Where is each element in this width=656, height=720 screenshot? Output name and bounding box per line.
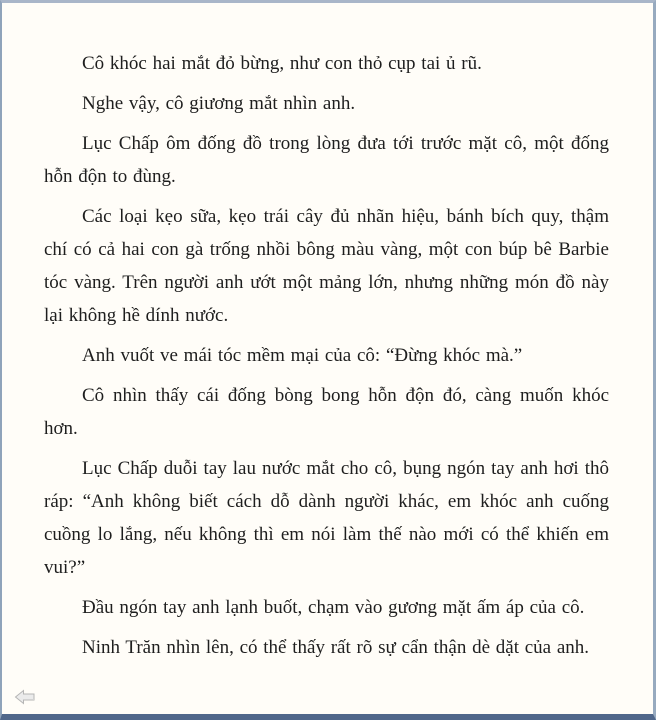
paragraph: Các loại kẹo sữa, kẹo trái cây đủ nhãn hiệu, bánh bích quy, thậm chí có cả hai con gà trống nhồi bông màu vàng, một con búp bê Barbie tóc vàng. Trên người anh ướt một mảng lớn, nhưng những món đồ này lại không hề dính nước. [44,206,609,326]
paragraph: Cô nhìn thấy cái đống bòng bong hỗn độn đó, càng muốn khóc hơn. [44,385,609,439]
paragraph: Lục Chấp ôm đống đồ trong lòng đưa tới trước mặt cô, một đống hỗn độn to đùng. [44,133,609,187]
paragraph: Ninh Trăn nhìn lên, có thể thấy rất rõ sự cẩn thận dè dặt của anh. [82,637,590,658]
paragraph: Lục Chấp duỗi tay lau nước mắt cho cô, bụng ngón tay anh hơi thô ráp: “Anh không biết cách dỗ dành người khác, em khóc anh cuống cuồng lo lắng, nếu không thì em nói làm thế nào mới có thể khiến em vui?” [44,458,609,578]
paragraph: Nghe vậy, cô giương mắt nhìn anh. [82,93,356,114]
paragraph: Cô khóc hai mắt đỏ bừng, như con thỏ cụp tai ủ rũ. [82,53,482,74]
back-arrow-icon[interactable] [14,688,36,706]
paragraph: Đầu ngón tay anh lạnh buốt, chạm vào gương mặt ấm áp của cô. [82,597,585,618]
page-text-content [44,47,609,671]
paragraph: Anh vuốt ve mái tóc mềm mại của cô: “Đừng khóc mà.” [82,345,523,366]
